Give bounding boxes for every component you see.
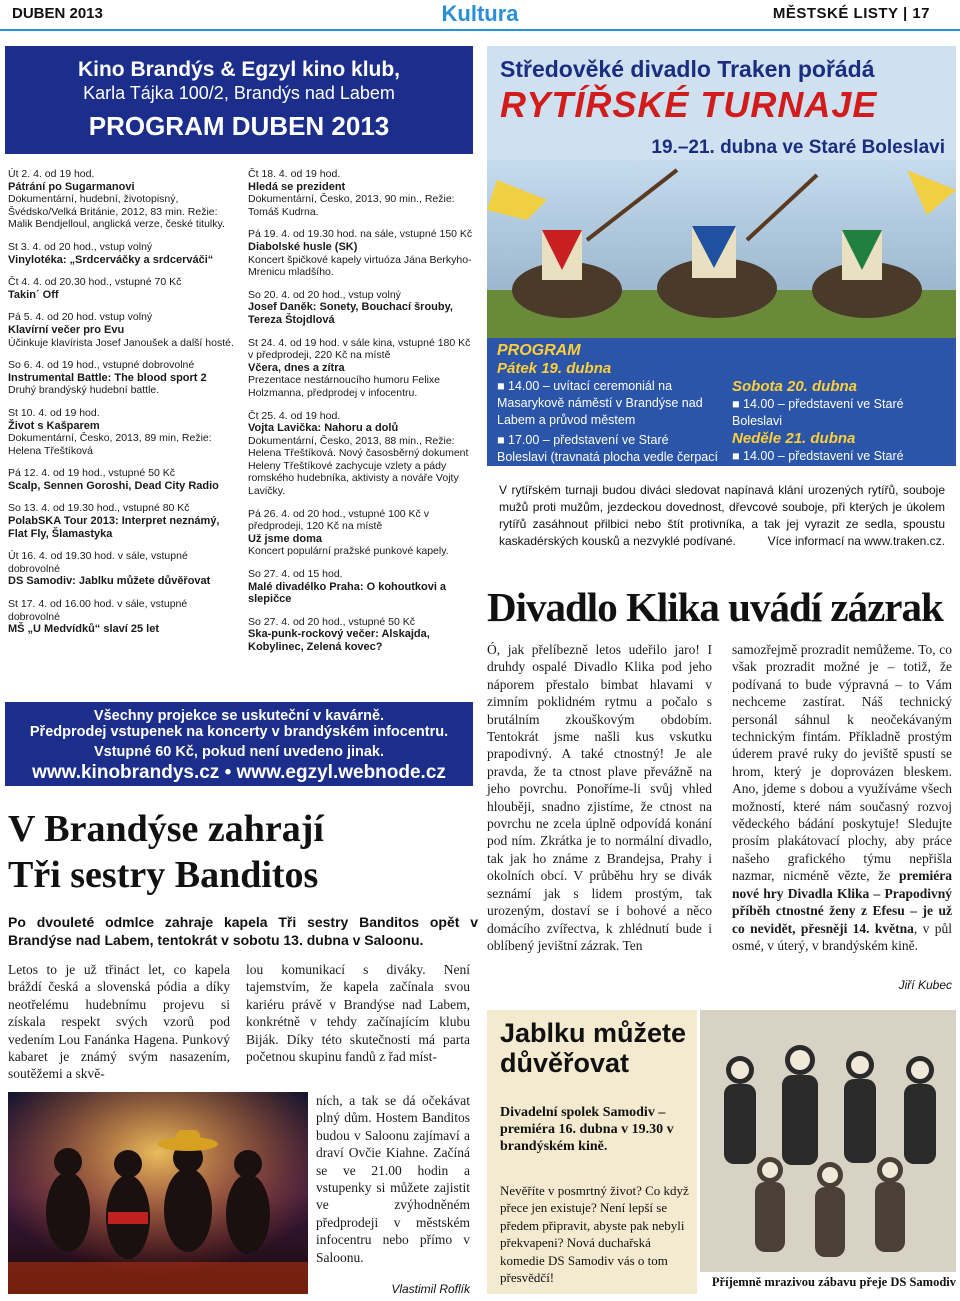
program-item-date: So 27. 4. od 20 hod., vstupné 50 Kč [248,615,415,628]
program-item-desc: Prezentace nestárnoucího humoru Felixe Holzmanna, předprodej v infocentru. [248,374,441,399]
day2-item-1: ■ 14.00 – představení ve Staré Boleslavi [732,397,904,428]
program-item-desc: Dokumentární, Česko, 2013, 88 min., Režie: Helena Třeštíková. Nový časosběrný dokument Heleny Třeštíkové zachycuje vzlety a pády romského hudebníka, aktivisty a nováře Vojty Lavičky. [248,434,469,498]
kino-footer-note: Všechny projekce se uskuteční v kavárně. [93,708,385,724]
program-item-date: St 17. 4. od 16.00 hod. v sále, vstupné dobrovolné [8,598,188,623]
jablku-caption: Příjemně mrazivou zábavu přeje DS Samodiv [711,1275,956,1289]
program-gap [248,218,478,228]
program-label: PROGRAM [497,342,581,359]
traken-program [487,338,956,481]
program-item-date: Čt 25. 4. od 19 hod. [248,409,341,422]
traken-text [499,482,945,550]
program-item-title: Život s Kašparem [8,419,100,432]
program-gap [8,231,240,241]
jablku-title: Jablku můžete důvěřovat [500,1018,687,1078]
program-item-title: Malé divadélko Praha: O kohoutkovi a slepičce [248,580,447,606]
program-gap [248,558,478,568]
program-gap [248,279,478,289]
klika-text-col2 [732,641,952,954]
program-item-date: Čt 18. 4. od 19 hod. [248,168,341,180]
klika-col2-part3: , v půl osmé, v úterý, v brandýském kině. [732,920,952,953]
page-header-right: MĚSTSKÉ LISTY | 17 [772,5,930,22]
program-item-title: Diabolské husle (SK) [248,240,358,253]
program-item [8,598,240,636]
band-photo [8,1092,308,1294]
program-item-date: Pá 12. 4. od 19 hod., vstupné 50 Kč [8,467,175,480]
day1-item-1-text: 14.00 – uvítací ceremoniál na Masarykově náměstí v Brandýse nad Labem a průvod městem [497,379,703,427]
program-gap [248,498,478,508]
day1-item-2: ■ 17.00 – představení ve Staré Boleslavi (travnatá plocha vedle čerpací stanice) [497,433,718,481]
program-item-date: So 13. 4. od 19.30 hod., vstupné 80 Kč [8,502,190,515]
kino-footer-links[interactable]: www.kinobrandys.cz • www.egzyl.webnode.cz [32,762,446,783]
program-item [8,276,240,301]
program-item-desc: Dokumentární, hudební, životopisný, Švédsko/Velká Británie, 2012, 83 min. Režie: Malik Bendjelloul, anglická verze, české titulky. [8,193,225,231]
program-item-date: St 10. 4. od 19 hod. [8,406,100,419]
program-item [248,289,478,327]
program-gap [8,492,240,502]
program-item [8,407,240,457]
klika-text-col1: Ó, jak přelíbezně letos udeřilo jaro! I druhdy ospalé Divadlo Klika pod jeho náporem přestalo bimbat hlavami v zimním poklidném rytmu a počalo s brutálním zkouškovým obdobím. Tentokrát jsme našli kus vskutku prapodivný. A také ctnostný! Je ale pravda, že ta ctnost plave převážně na jeho povrchu. Ponoříme-li svůj vhled hlouběji, snadno zjistíme, že ctnost na povrchu ne zcela úplně odpovídá konání pod ním. Zkrátka je to normální divadlo, tak jak ho známe z Brandejsa, Prahy i okolních obcí. V průběhu hry se divák seznámí jak s lidem prostým, tak urozeným, dostaví se i bohové a něco domácího zvířectva, k zhlédnutí bude i oblíbený jevištní zázrak. Ten [487,642,712,953]
program-item [248,228,478,278]
program-gap [248,654,478,664]
program-item [248,168,478,218]
kino-program-column-2 [248,168,478,664]
program-item-title: Takin´ Off [8,288,59,301]
program-item-title: Pátrání po Sugarmanovi [8,180,135,193]
program-item-title: Josef Daněk: Sonety, Bouchací šrouby, Tereza Štojdlová [248,301,453,326]
program-item-desc: Druhý brandýský hudební battle. [8,384,160,397]
day3-item-1: ■ 14.00 – představení ve Staré Boleslavi [732,449,904,480]
jablku-text: Nevěříte v posmrtný život? Co když přece jen existuje? Není lepší se předem připravit, abyste pak nebyli překvapeni? Nová duchařská komedie DS Samodiv vás o tom přesvědčí! [500,1183,689,1286]
sestry-lead: Po dvouleté odmlce zahraje kapela Tři sestry Banditos opět v Brandýse nad Labem, tentokrát v sobotu 13. dubna v Saloonu. [8,914,478,948]
program-item-date: So 6. 4. od 19 hod., vstupné dobrovolné [8,359,195,372]
traken-more-info[interactable]: Více informací na www.traken.cz. [767,534,945,548]
program-item-date: Čt 4. 4. od 20.30 hod., vstupné 70 Kč [8,276,182,289]
program-item-date: Pá 5. 4. od 20 hod. vstup volný [8,311,153,324]
program-gap [8,588,240,598]
kino-footer-price: Vstupné 60 Kč, pokud není uvedeno jinak. [93,744,385,760]
program-gap [8,397,240,407]
program-item-desc: Koncert populární pražské punkové kapely. [248,545,449,558]
program-item-date: So 27. 4. od 15 hod. [248,568,343,581]
program-item-title: Instrumental Battle: The blood sport 2 [8,371,207,384]
program-item-title: Už jsme doma [248,532,322,545]
program-gap [8,301,240,311]
program-item-date: Út 16. 4. od 19.30 hod. v sále, vstupné dobrovolné [8,550,188,575]
program-item-date: So 20. 4. od 20 hod., vstup volný [248,288,401,301]
program-item [8,241,240,266]
traken-date: 19.–21. dubna ve Staré Boleslavi [651,137,945,158]
page-header-left: DUBEN 2013 [12,5,103,22]
program-item-date: St 3. 4. od 20 hod., vstup volný [8,240,153,253]
program-item [248,616,478,654]
sestry-article-title [8,806,478,898]
jablku-subtitle: Divadelní spolek Samodiv – premiéra 16. dubna v 19.30 v brandýském kině. [500,1105,674,1154]
program-item-title: MŠ „U Medvídků“ slaví 25 let [8,623,159,636]
program-gap [8,266,240,276]
kino-program-footer [5,702,473,786]
kino-address: Karla Tájka 100/2, Brandýs nad Labem [83,83,395,103]
program-item-date: Út 2. 4. od 19 hod. [8,168,95,180]
sestry-text-col2b: ních, a tak se dá očekávat plný dům. Hostem Banditos budou v Saloonu zajímaví a draví Ovčie Kiahne. Začíná se ve 21.00 hodin a vstupenky si můžete zajistit ve zvýhodněném předprodeji v městském infocentru nebo přímo v Saloonu. [316,1093,470,1265]
klika-col2-part1: samozřejmě prozradit nemůžeme. To, co však prozradit možné je – totiž, že podívaná to bude výpravná – to Vám nechceme zastírat. Náš technický personál sáhnul k neočekávaným technickým fintám. Příkladně prostým úderem pravé ruky do jeviště spustí se hrom, který je doprovázen bleskem. Ano, jdeme s dobou a využíváme všech možností, které nám současný rozvoj vědeckého bádání poskytuje! Sledujte prosím plakátovací plochy, aby práce našeho grafického týmu nepřišla nazmar, nicméně vězte, že [732,642,952,884]
samodiv-photo [700,1010,956,1272]
day2-item-1-text: 14.00 – představení ve Staré Boleslavi [732,397,904,428]
program-item [8,550,240,588]
program-item [248,508,478,558]
klika-col2-premiere: premiéra nové hry Divadla Klika – Prapodivný příběh ctnostné ženy z Efesu – je už co nevidět, přesněji 14. května [732,868,952,936]
program-item-title: Vojta Lavička: Nahoru a dolů [248,422,399,435]
program-item [248,337,478,400]
program-item-title: Včera, dnes a zítra [248,361,345,374]
program-item-desc: Dokumentární, Česko, 2013, 89 min, Režie: Helena Třeštíková [8,432,212,457]
program-gap [248,606,478,616]
kino-title: Kino Brandýs & Egzyl kino klub, [77,58,401,81]
program-item-title: Klavírní večer pro Evu [8,323,125,336]
knights-photo [487,160,956,346]
program-item-date: Pá 26. 4. od 20 hod., vstupné 100 Kč v předprodeji, 120 Kč na místě [248,507,429,533]
sestry-text-col1: Letos to je už třináct let, co kapela bráždí česká a slovenská pódia a díky neotřelému hudebnímu projevu si získala respekt svých vzorů pod vedením Lou Fanánka Hagena. Punkový kabaret je známý svým nasazením, soutěžemi a skvě- [8,962,230,1082]
program-gap [8,457,240,467]
program-gap [8,349,240,359]
kino-footer-presale: Předprodej vstupenek na koncerty v brandýském infocentru. [29,724,449,740]
program-item-desc: Dokumentární, Česko, 2013, 90 min., Režie: Tomáš Kudrna. [248,193,455,218]
program-item [8,359,240,397]
traken-subtitle: Středověké divadlo Traken pořádá [500,56,875,82]
program-item [8,168,240,231]
program-item-desc: Koncert špičkové kapely virtuóza Jána Berkyho-Mrenicu mladšího. [248,253,472,279]
section-title: Kultura [441,1,519,26]
program-item-date: St 24. 4. od 19 hod. v sále kina, vstupné 180 Kč v předprodeji, 220 Kč na místě [248,336,471,362]
day1-item-1: ■ 14.00 – uvítací ceremoniál na Masarykově náměstí v Brandýse nad Labem a průvod městem [497,379,703,427]
kino-program-header [5,46,473,154]
kino-program-title: PROGRAM DUBEN 2013 [88,111,390,141]
program-item-desc: Účinkuje klavírista Josef Janoušek a další hosté. [8,336,234,349]
kino-program-column-1 [8,168,240,646]
traken-title: RYTÍŘSKÉ TURNAJE [500,84,878,125]
program-item-title: Vinylotéka: „Srdcerváčky a srdcerváči“ [8,253,214,266]
day1-heading: Pátek 19. dubna [497,360,612,377]
program-item [8,311,240,349]
program-gap [8,540,240,550]
program-gap [8,636,240,646]
program-item-title: Ska-punk-rockový večer: Alskajda, Kobylinec, Zelená kovec? [248,628,430,653]
program-gap [248,400,478,410]
sestry-title-line2: Tři sestry Banditos [8,854,319,896]
program-item [8,467,240,492]
program-item-title: PolabSKA Tour 2013: Interpret neznámý, Flat Fly, Šlamastyka [8,515,220,540]
day3-item-1-text: 14.00 – představení ve Staré Boleslavi [732,449,904,480]
sestry-text-col2: lou komunikací s diváky. Není tajemstvím, že kapela začínala svou kariéru právě v Brandýse nad Labem, konkrétně v tehdy začínajícím klubu Biják. Díky této skutečnosti má parta početnou skupinu fandů z řad míst- [246,962,470,1065]
program-item-date: Pá 19. 4. od 19.30 hod. na sále, vstupné 150 Kč [248,228,473,241]
day1-item-2-text: 17.00 – představení ve Staré Boleslavi (travnatá plocha vedle čerpací stanice) [497,433,718,481]
program-item-title: Scalp, Sennen Goroshi, Dead City Radio [8,479,219,492]
program-item-title: Hledá se prezident [248,180,346,193]
traken-description: V rytířském turnaji budou diváci sledovat napínavá klání urozených rytířů, souboje mužů proti mužům, jezdeckou dovednost, dřevcové souboje, při kterých je úkolem rytířů zasáhnout přilbici nebo štít protivníka, a tak jej vyrazit ze sedla, spoustu kaskadérských kousků a nezvyklé podívané. [499,483,945,548]
sestry-author: Vlastimil Roflík [391,1282,470,1296]
program-item [248,410,478,498]
klika-article-title: Divadlo Klika uvádí zázrak [487,584,943,630]
program-gap [248,327,478,337]
sestry-title-line1: V Brandýse zahrají [8,808,324,850]
day2-heading: Sobota 20. dubna [732,378,858,395]
program-item-title: DS Samodiv: Jablku můžete důvěřovat [8,575,211,588]
day3-heading: Neděle 21. dubna [732,430,856,447]
klika-author: Jiří Kubec [898,978,952,992]
program-item [248,568,478,606]
program-item [8,502,240,540]
header-divider [0,29,960,31]
